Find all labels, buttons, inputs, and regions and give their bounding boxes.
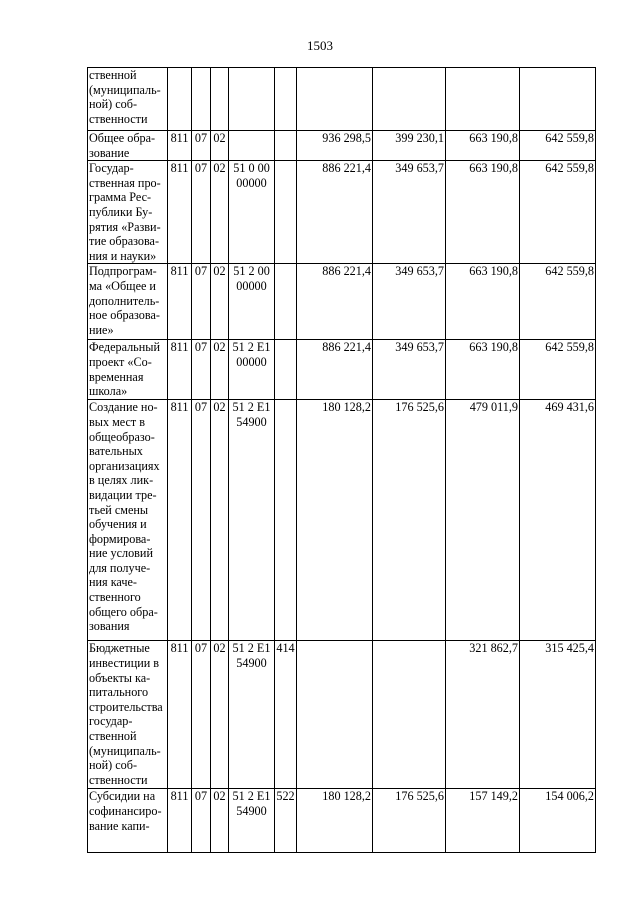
row-name-line: Создание но- xyxy=(89,400,158,415)
target-article-code-cell xyxy=(229,161,275,264)
ved-code-cell: 811 xyxy=(168,264,192,340)
amount-cell-4: 642 559,8 xyxy=(520,264,596,340)
ved-code-cell: 811 xyxy=(168,131,192,161)
expense-type-code-cell xyxy=(275,264,297,340)
row-name-line: Общее обра- xyxy=(89,131,156,145)
subsection-code-cell: 02 xyxy=(211,161,229,264)
row-name-line: тие образова- xyxy=(89,234,160,249)
page-number: 1503 xyxy=(307,38,333,53)
table-body xyxy=(88,68,596,853)
table-row xyxy=(88,161,596,264)
expense-type-code-cell xyxy=(275,131,297,161)
row-name-line: ной) соб- xyxy=(89,97,138,112)
section-code-cell: 07 xyxy=(192,264,211,340)
target-article-code-line: 51 0 00 xyxy=(233,161,270,176)
row-name-line: вательных xyxy=(89,444,143,459)
row-name-cell xyxy=(88,131,168,161)
row-name-line: обучения и xyxy=(89,517,147,532)
row-name-line: общеобразо- xyxy=(89,429,155,444)
row-name-line: ственная про- xyxy=(89,175,161,190)
amount-cell-1: 936 298,5 xyxy=(297,131,373,161)
target-article-code-line: 00000 xyxy=(236,278,267,293)
expense-type-code-cell xyxy=(275,68,297,131)
amount-cell-1: 180 128,2 xyxy=(297,400,373,641)
subsection-code-cell: 02 xyxy=(211,789,229,853)
ved-code-cell: 811 xyxy=(168,641,192,789)
subsection-code-cell: 02 xyxy=(211,264,229,340)
row-name-line: софинансиро- xyxy=(89,803,162,818)
section-code-cell: 07 xyxy=(192,131,211,161)
row-name-line: рятия «Разви- xyxy=(89,219,161,234)
row-name-line: в целях лик- xyxy=(89,473,154,488)
amount-cell-2: 349 653,7 xyxy=(373,340,446,400)
amount-cell-1 xyxy=(297,68,373,131)
amount-cell-2: 399 230,1 xyxy=(373,131,446,161)
amount-cell-3: 321 862,7 xyxy=(446,641,520,789)
section-code-cell: 07 xyxy=(192,789,211,853)
row-name-line: ния каче- xyxy=(89,575,137,590)
amount-cell-3: 663 190,8 xyxy=(446,264,520,340)
amount-cell-2 xyxy=(373,68,446,131)
target-article-code-line: 51 2 E1 xyxy=(232,400,271,415)
ved-code-cell xyxy=(168,68,192,131)
amount-cell-4: 469 431,6 xyxy=(520,400,596,641)
row-name-line: организациях xyxy=(89,458,160,473)
amount-cell-2: 176 525,6 xyxy=(373,789,446,853)
amount-cell-2: 349 653,7 xyxy=(373,161,446,264)
row-name-line: Бюджетные xyxy=(89,641,150,656)
row-name-line: временная xyxy=(89,369,144,384)
target-article-code-cell xyxy=(229,789,275,853)
ved-code-cell: 811 xyxy=(168,400,192,641)
amount-cell-3: 479 011,9 xyxy=(446,400,520,641)
target-article-code-line: 54900 xyxy=(236,803,267,818)
amount-cell-1 xyxy=(297,641,373,789)
amount-cell-1: 180 128,2 xyxy=(297,789,373,853)
target-article-code-cell xyxy=(229,131,275,161)
amount-cell-3: 663 190,8 xyxy=(446,161,520,264)
budget-table xyxy=(87,67,596,853)
row-name-line: (муниципаль- xyxy=(89,743,161,758)
row-name-line: Подпрограм- xyxy=(89,264,157,279)
target-article-code-cell xyxy=(229,68,275,131)
row-name-line: ния и науки» xyxy=(89,248,157,263)
row-name-line: питального xyxy=(89,685,149,700)
amount-cell-4 xyxy=(520,68,596,131)
row-name-line: инвестиции в xyxy=(89,655,160,670)
table-row xyxy=(88,131,596,161)
expense-type-code-cell: 522 xyxy=(275,789,297,853)
expense-type-code-cell xyxy=(275,161,297,264)
row-name-line: тьей смены xyxy=(89,502,149,517)
table-row xyxy=(88,641,596,789)
target-article-code-cell xyxy=(229,641,275,789)
amount-cell-3 xyxy=(446,68,520,131)
target-article-code-line: 51 2 E1 xyxy=(232,641,271,656)
row-name-line: ма «Общее и xyxy=(89,278,156,293)
target-article-code-line: 54900 xyxy=(236,655,267,670)
amount-cell-2: 176 525,6 xyxy=(373,400,446,641)
ved-code-cell: 811 xyxy=(168,340,192,400)
row-name-line: формирова- xyxy=(89,531,151,546)
expense-type-code-cell xyxy=(275,340,297,400)
ved-code-cell: 811 xyxy=(168,161,192,264)
expense-type-code-cell: 414 xyxy=(275,641,297,789)
subsection-code-cell: 02 xyxy=(211,400,229,641)
row-name-line: вание капи- xyxy=(89,818,150,833)
table-row xyxy=(88,400,596,641)
section-code-cell: 07 xyxy=(192,340,211,400)
subsection-code-cell: 02 xyxy=(211,340,229,400)
target-article-code-cell xyxy=(229,340,275,400)
row-name-line: публики Бу- xyxy=(89,204,153,219)
row-name-line: ственного xyxy=(89,590,141,605)
row-name-line: ственной xyxy=(89,68,137,82)
amount-cell-4: 154 006,2 xyxy=(520,789,596,853)
row-name-line: ной) соб- xyxy=(89,758,138,773)
row-name-line: общего обра- xyxy=(89,604,158,619)
row-name-line: дополнитель- xyxy=(89,293,160,308)
row-name-line: ное образова- xyxy=(89,308,160,323)
subsection-code-cell: 02 xyxy=(211,131,229,161)
section-code-cell: 07 xyxy=(192,400,211,641)
row-name-line: объекты ка- xyxy=(89,670,151,685)
row-name-line: зование xyxy=(89,145,130,160)
row-name-line: проект «Со- xyxy=(89,354,152,369)
row-name-line: ние» xyxy=(89,322,114,337)
row-name-line: (муниципаль- xyxy=(89,82,161,97)
row-name-line: видации тре- xyxy=(89,487,157,502)
target-article-code-line: 51 2 00 xyxy=(233,264,270,279)
table-row xyxy=(88,789,596,853)
table-row xyxy=(88,68,596,131)
table-row xyxy=(88,264,596,340)
row-name-cell xyxy=(88,68,168,131)
row-name-line: грамма Рес- xyxy=(89,190,152,205)
row-name-cell xyxy=(88,264,168,340)
table-row xyxy=(88,340,596,400)
subsection-code-cell xyxy=(211,68,229,131)
row-name-line: Субсидии на xyxy=(89,789,156,804)
target-article-code-line: 00000 xyxy=(236,175,267,190)
row-name-line: Федеральный xyxy=(89,340,160,355)
section-code-cell xyxy=(192,68,211,131)
target-article-code-line: 51 2 E1 xyxy=(232,789,271,804)
target-article-code-cell xyxy=(229,264,275,340)
amount-cell-1: 886 221,4 xyxy=(297,264,373,340)
amount-cell-3: 663 190,8 xyxy=(446,131,520,161)
expense-type-code-cell xyxy=(275,400,297,641)
row-name-cell xyxy=(88,340,168,400)
ved-code-cell: 811 xyxy=(168,789,192,853)
row-name-line: ственной xyxy=(89,728,137,743)
row-name-cell xyxy=(88,400,168,641)
target-article-code-line: 54900 xyxy=(236,414,267,429)
amount-cell-4: 642 559,8 xyxy=(520,340,596,400)
row-name-line: государ- xyxy=(89,714,133,729)
amount-cell-1: 886 221,4 xyxy=(297,340,373,400)
section-code-cell: 07 xyxy=(192,641,211,789)
row-name-line: вых мест в xyxy=(89,414,146,429)
amount-cell-3: 663 190,8 xyxy=(446,340,520,400)
amount-cell-4: 642 559,8 xyxy=(520,161,596,264)
target-article-code-line: 00000 xyxy=(236,354,267,369)
row-name-line: строительства xyxy=(89,699,163,714)
amount-cell-4: 315 425,4 xyxy=(520,641,596,789)
row-name-line: ственности xyxy=(89,111,148,126)
amount-cell-3: 157 149,2 xyxy=(446,789,520,853)
amount-cell-2 xyxy=(373,641,446,789)
row-name-line: ние условий xyxy=(89,546,153,561)
target-article-code-line: 51 2 E1 xyxy=(232,340,271,355)
row-name-line: Государ- xyxy=(89,161,134,176)
row-name-line: для получе- xyxy=(89,560,151,575)
row-name-line: ственности xyxy=(89,772,148,787)
amount-cell-2: 349 653,7 xyxy=(373,264,446,340)
section-code-cell: 07 xyxy=(192,161,211,264)
row-name-line: школа» xyxy=(89,384,128,399)
target-article-code-cell xyxy=(229,400,275,641)
row-name-cell xyxy=(88,789,168,853)
subsection-code-cell: 02 xyxy=(211,641,229,789)
row-name-line: зования xyxy=(89,619,130,634)
row-name-cell xyxy=(88,641,168,789)
row-name-cell xyxy=(88,161,168,264)
amount-cell-1: 886 221,4 xyxy=(297,161,373,264)
amount-cell-4: 642 559,8 xyxy=(520,131,596,161)
